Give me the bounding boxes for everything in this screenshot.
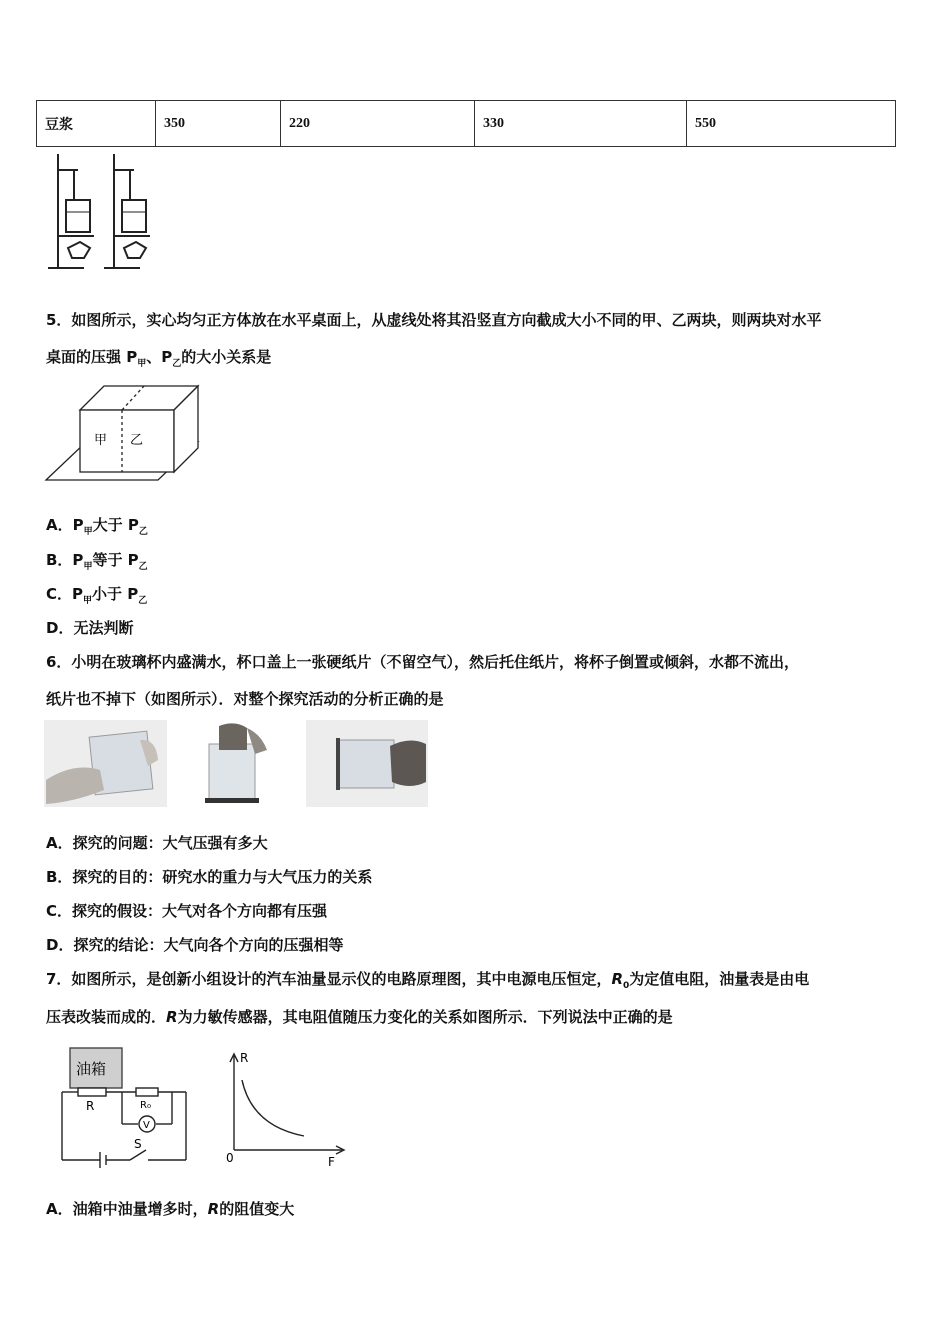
graph-x-label: F bbox=[328, 1155, 335, 1169]
table-cell: 220 bbox=[281, 101, 475, 147]
cube-right-label: 乙 bbox=[130, 433, 144, 448]
question-5-line1: 5．如图所示，实心均匀正方体放在水平桌面上，从虚线处将其沿竖直方向截成大小不同的甲、乙两块，则两块对水平 bbox=[46, 311, 822, 329]
voltmeter-icon: V bbox=[143, 1120, 150, 1131]
q5-option-b: B．$P_甲$等于 $P_乙$ bbox=[46, 551, 148, 572]
cube-left-label: 甲 bbox=[94, 433, 108, 448]
question-7-line2: 压表改装而成的．R为力敏传感器，其电阻值随压力变化的关系如图所示．下列说法中正确的是 bbox=[46, 1008, 673, 1026]
q6-option-c: C．探究的假设：大气对各个方向都有压强 bbox=[46, 902, 328, 920]
cup-photo-tilted-left bbox=[44, 720, 167, 807]
tank-label: 油箱 bbox=[76, 1060, 107, 1078]
question-6-line2: 纸片也不掉下（如图所示）．对整个探究活动的分析正确的是 bbox=[46, 690, 444, 708]
q6-option-d: D．探究的结论：大气向各个方向的压强相等 bbox=[46, 936, 344, 954]
q5-option-d: D．无法判断 bbox=[46, 619, 134, 637]
graph-y-label: R bbox=[240, 1051, 249, 1065]
switch-label: S bbox=[134, 1137, 142, 1151]
table-cell: 550 bbox=[687, 101, 896, 147]
question-7-line1: 7．如图所示，是创新小组设计的汽车油量显示仪的电路原理图，其中电源电压恒定，$R_0$为定值电阻，油量表是由电 bbox=[46, 970, 810, 991]
q6-option-a: A．探究的问题：大气压强有多大 bbox=[46, 834, 268, 852]
q5-option-c: C．$P_甲$小于 $P_乙$ bbox=[46, 585, 148, 606]
question-6-line1: 6．小明在玻璃杯内盛满水，杯口盖上一张硬纸片（不留空气），然后托住纸片，将杯子倒置或倾斜，水都不流出， bbox=[46, 653, 799, 671]
table-cell: 330 bbox=[475, 101, 687, 147]
cube-figure bbox=[44, 380, 200, 484]
circuit-diagram bbox=[56, 1042, 196, 1168]
table-cell: 豆浆 bbox=[37, 101, 156, 147]
q6-option-b: B．探究的目的：研究水的重力与大气压力的关系 bbox=[46, 868, 373, 886]
table-row bbox=[37, 101, 896, 147]
table-cell: 350 bbox=[156, 101, 281, 147]
cup-photo-sideways bbox=[306, 720, 428, 807]
heating-apparatus-figure bbox=[44, 150, 160, 272]
r-label: R bbox=[86, 1099, 95, 1113]
cup-photo-inverted bbox=[175, 720, 298, 807]
question-5-line2: 桌面的压强 $P_甲$、$P_乙$的大小关系是 bbox=[46, 348, 272, 369]
data-table bbox=[36, 100, 896, 147]
q7-option-a: A．油箱中油量增多时，R的阻值变大 bbox=[46, 1200, 295, 1218]
q5-option-a: A．$P_甲$大于 $P_乙$ bbox=[46, 516, 148, 537]
graph-origin-label: 0 bbox=[226, 1151, 234, 1165]
r0-label: R₀ bbox=[140, 1100, 151, 1111]
resistance-force-graph bbox=[222, 1048, 350, 1170]
